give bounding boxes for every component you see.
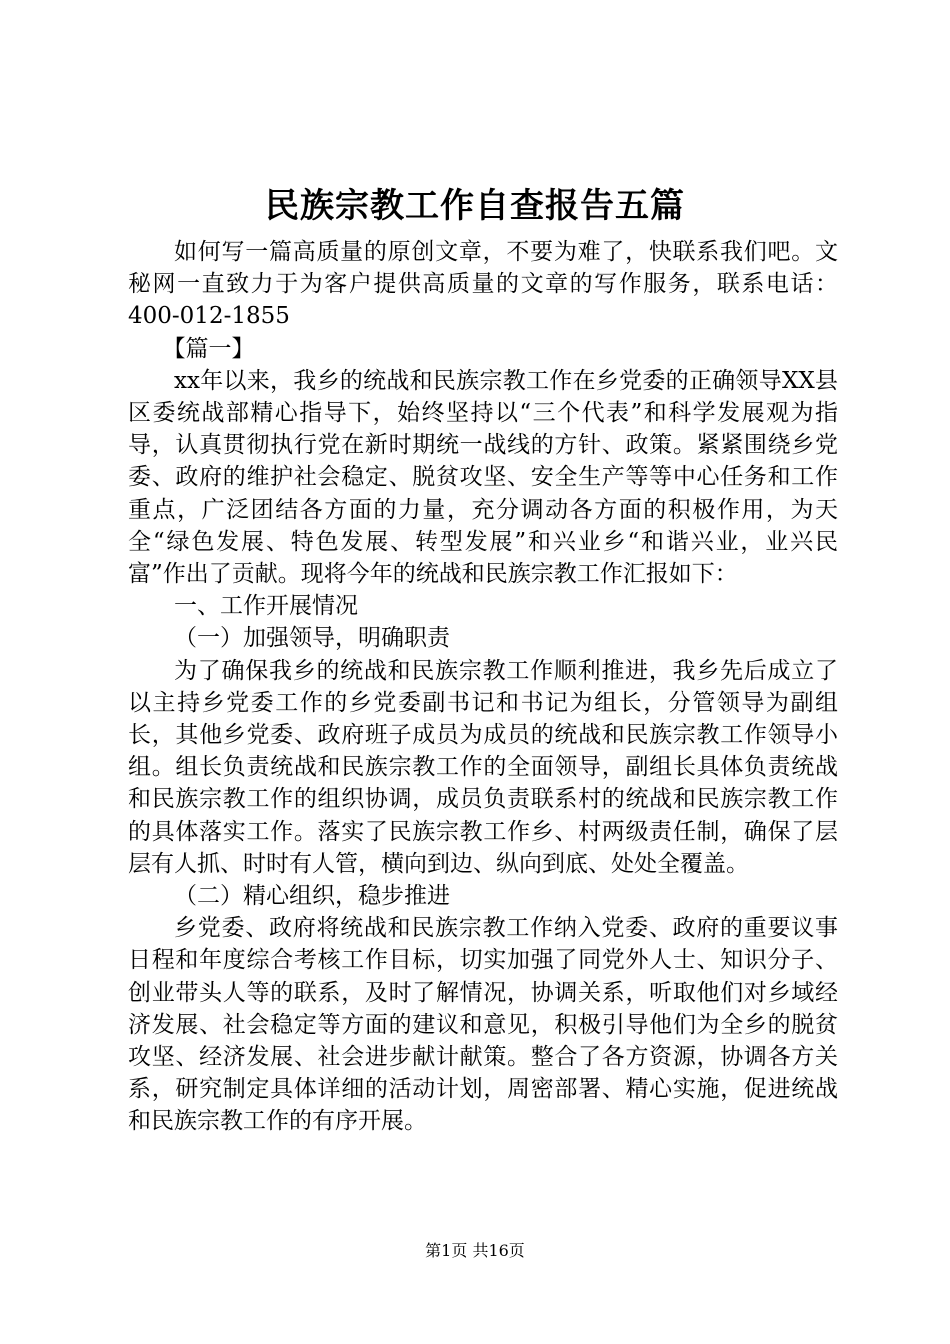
subsection-heading: （二）精心组织，稳步推进 bbox=[174, 883, 450, 910]
section-label: 【篇一】 bbox=[162, 335, 255, 362]
page-number-footer: 第1页 共16页 bbox=[425, 1241, 525, 1260]
subsection-heading: （一）加强领导，明确职责 bbox=[174, 625, 450, 652]
intro-paragraph: 如何写一篇高质量的原创文章，不要为难了，快联系我们吧。文秘网一直致力于为客户提供高质量的文章的写作服务，联系电话：400-012-1855 bbox=[128, 239, 838, 330]
body-paragraph: 为了确保我乡的统战和民族宗教工作顺利推进，我乡先后成立了以主持乡党委工作的乡党委副书记和书记为组长，分管领导为副组长，其他乡党委、政府班子成员为成员的统战和民族宗教工作领导小组。组长负责统战和民族宗教工作的全面领导，副组长具体负责统战和民族宗教工作的组织协调，成员负责联系村的统战和民族宗教工作的具体落实工作。落实了民族宗教工作乡、村两级责任制，确保了层层有人抓、时时有人管，横向到边、纵向到底、处处全覆盖。 bbox=[128, 657, 838, 877]
body-paragraph: xx年以来，我乡的统战和民族宗教工作在乡党委的正确领导XX县区委统战部精心指导下，始终坚持以“三个代表”和科学发展观为指导，认真贯彻执行党在新时期统一战线的方针、政策。紧紧围绕乡党委、政府的维护社会稳定、脱贫攻坚、安全生产等等中心任务和工作重点，广泛团结各方面的力量，充分调动各方面的积极作用，为天全“绿色发展、特色发展、转型发展”和兴业乡“和谐兴业，业兴民富”作出了贡献。现将今年的统战和民族宗教工作汇报如下： bbox=[128, 367, 838, 588]
document-title: 民族宗教工作自查报告五篇 bbox=[265, 186, 685, 226]
body-paragraph: 乡党委、政府将统战和民族宗教工作纳入党委、政府的重要议事日程和年度综合考核工作目标，切实加强了同党外人士、知识分子、创业带头人等的联系，及时了解情况，协调关系，听取他们对乡域经济发展、社会稳定等方面的建议和意见，积极引导他们为全乡的脱贫攻坚、经济发展、社会进步献计献策。整合了各方资源，协调各方关系，研究制定具体详细的活动计划，周密部署、精心实施，促进统战和民族宗教工作的有序开展。 bbox=[128, 915, 838, 1135]
document-body bbox=[128, 236, 838, 1138]
section-heading: 一、工作开展情况 bbox=[174, 593, 358, 620]
